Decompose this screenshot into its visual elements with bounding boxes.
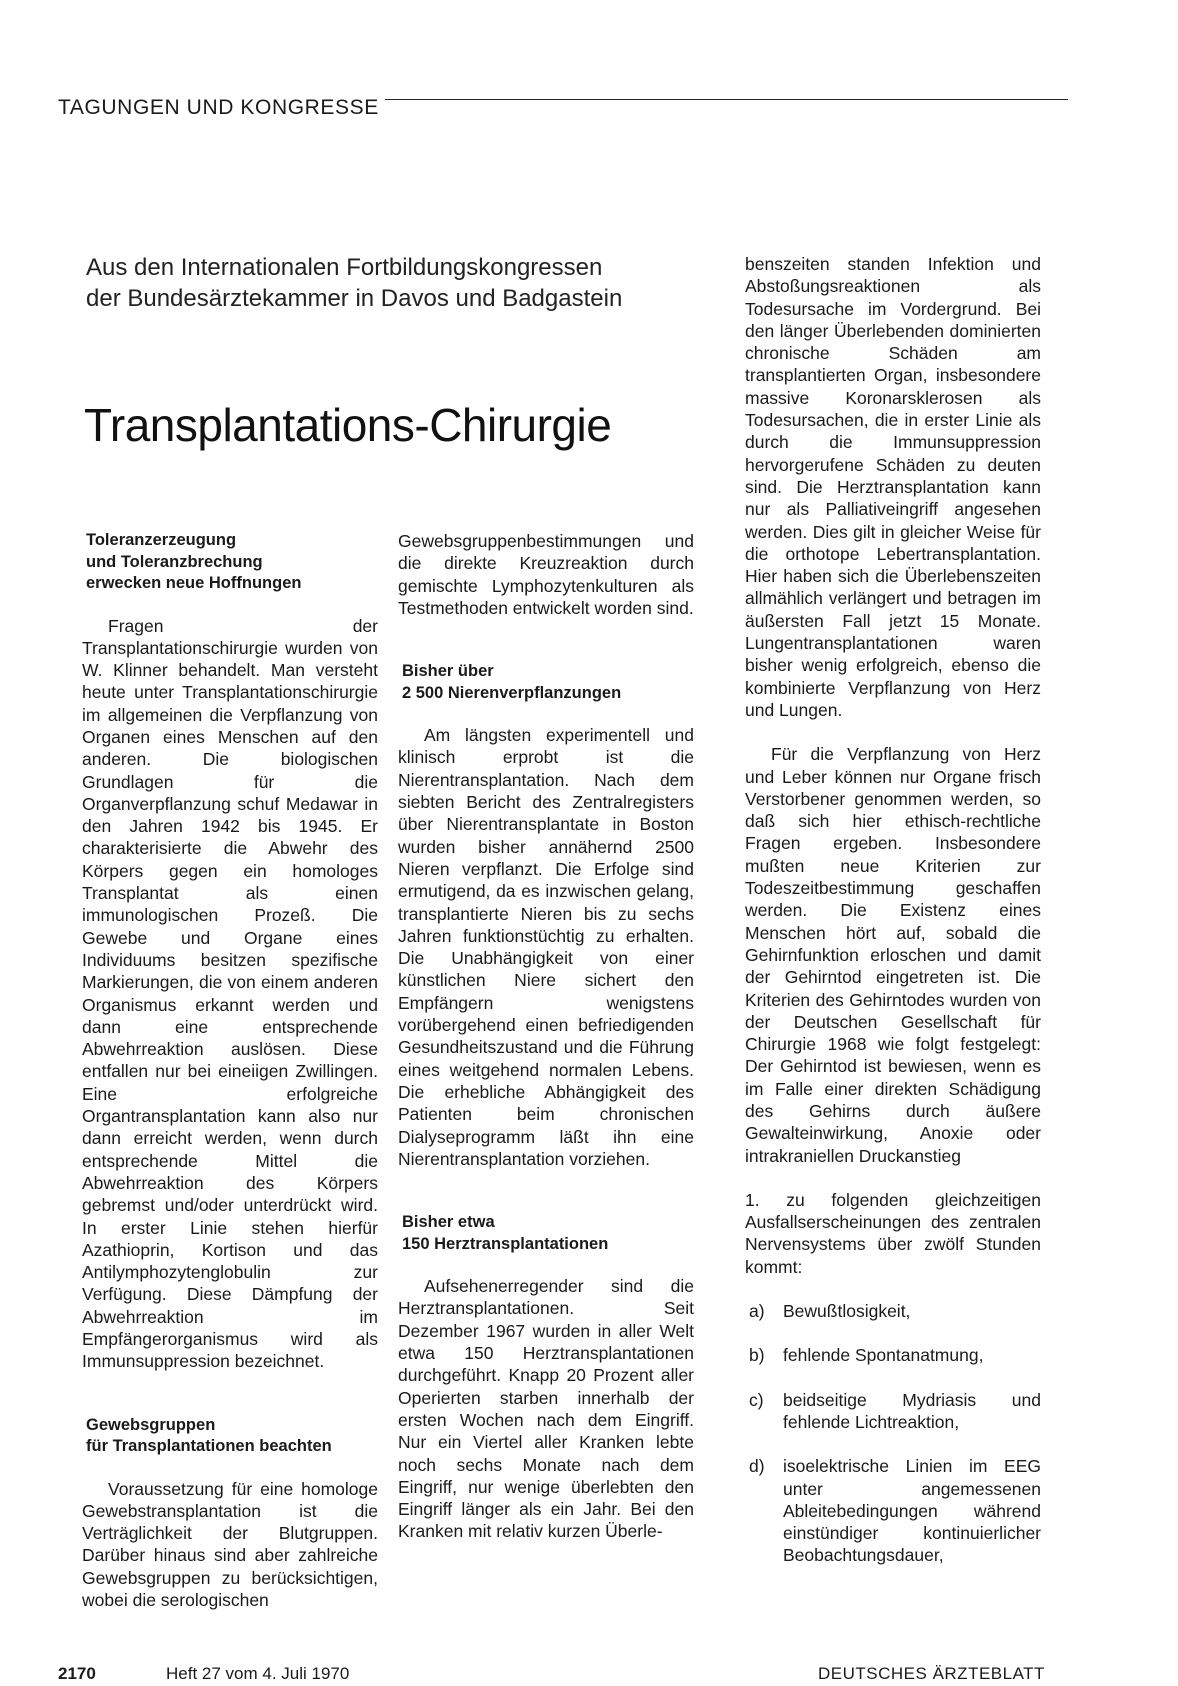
subheading-line: 150 Herztransplantationen xyxy=(402,1234,609,1253)
list-item xyxy=(745,1344,1041,1366)
list-text: Bewußtlosigkeit, xyxy=(783,1301,911,1322)
issue-info: Heft 27 vom 4. Juli 1970 xyxy=(166,1664,350,1683)
kicker-line-2: der Bundesärztekammer in Davos und Badgastein xyxy=(86,285,623,312)
subheading-line: Toleranzerzeugung xyxy=(86,531,237,549)
subheading-line: Gewebsgruppen xyxy=(86,1415,216,1434)
list-marker: d) xyxy=(749,1456,765,1477)
list-intro: 1. zu folgenden gleichzeitigen Ausfallserscheinungen des zentralen Nervensystems über zwölf Stunden kommt: xyxy=(745,1189,1041,1277)
article-title: Transplantations-Chirurgie xyxy=(84,399,612,451)
subheading-line: für Transplantationen beachten xyxy=(86,1437,332,1456)
subheading-line: Bisher etwa xyxy=(402,1213,495,1232)
subheading-line: Bisher über xyxy=(402,662,494,681)
column-3 xyxy=(745,253,1041,1567)
list-text: isoelektrische Linien im EEG unter angemessenen Ableitebedingungen während einstündiger kontinuierlicher Beobachtungsdauer, xyxy=(783,1456,1041,1566)
list-marker: a) xyxy=(749,1301,765,1322)
paragraph: Am längsten experimentell und klinisch erprobt ist die Nierentransplantation. Nach dem siebten Bericht des Zentralregisters über Nierentransplantate in Boston wurden bisher annähernd 2500 Nieren verpflanzt. Die Erfolge sind ermutigend, da es inzwischen gelang, transplantierte Nieren bis zu sechs Jahren funktionstüchtig zu erhalten. Die Unabhängigkeit von einer künstlichen Niere sichert den Empfängern wenigstens vorübergehend einen befriedigenden Gesundheitszustand und die Führung eines weitgehend normalen Lebens. Die erhebliche Abhängigkeit des Patienten beim chronischen Dialyseprogramm läßt ihn eine Nierentransplantation vorziehen. xyxy=(398,725,694,1169)
paragraph: Aufsehenerregender sind die Herztransplantationen. Seit Dezember 1967 wurden in aller Welt etwa 150 Herztransplantationen durchgeführt. Knapp 20 Prozent aller Operierten starben innerhalb der ersten Wochen nach dem Eingriff. Nur ein Viertel aller Kranken lebte noch sechs Monate nach dem Eingriff, nur wenige überlebten den Eingriff länger als ein Jahr. Bei den Kranken mit relativ kurzen Überle- xyxy=(398,1276,694,1542)
section-header xyxy=(58,94,1068,122)
list-marker: c) xyxy=(749,1389,764,1410)
subheading-line: und Toleranzbrechung xyxy=(86,552,263,571)
list-item xyxy=(745,1389,1041,1434)
paragraph: Voraussetzung für eine homologe Gewebstransplantation ist die Verträglichkeit der Blutgruppen. Darüber hinaus sind aber zahlreiche Gewebsgruppen zu berücksichtigen, wobei die serologischen xyxy=(82,1478,378,1611)
page-number: 2170 xyxy=(58,1664,96,1683)
subheading-toleranz xyxy=(82,530,378,595)
paragraph: benszeiten standen Infektion und Abstoßungsreaktionen als Todesursache im Vordergrund. Bei den länger Überlebenden dominierten chronische Schäden am transplantierten Organ, insbesondere massive Koronarsklerosen als Todesursachen, die in erster Linie als durch die Immunsuppression hervorgerufene Schäden zu deuten sind. Die Herztransplantation kann nur als Palliativeingriff angesehen werden. Dies gilt in gleicher Weise für die orthotope Lebertransplantation. Hier haben sich die Überlebenszeiten allmählich verlängert und betragen im äußersten Fall jetzt 15 Monate. Lungentransplantationen waren bisher wenig erfolgreich, ebenso die kombinierte Verpflanzung von Herz und Lungen. xyxy=(745,254,1041,720)
paragraph: Für die Verpflanzung von Herz und Leber können nur Organe frisch Verstorbener genommen werden, so daß sich hier ethisch-rechtliche Fragen ergeben. Insbesondere mußten neue Kriterien zur Todeszeitbestimmung geschaffen werden. Die Existenz eines Menschen hört auf, sobald die Gehirnfunktion erloschen und damit der Gehirntod eingetreten ist. Die Kriterien des Gehirntodes wurden von der Deutschen Gesellschaft für Chirurgie 1968 wie folgt festgelegt: Der Gehirntod ist bewiesen, wenn es im Falle einer direkten Schädigung des Gehirns durch äußere Gewalteinwirkung, Anoxie oder intrakraniellen Druckanstieg xyxy=(745,744,1041,1166)
column-1 xyxy=(82,530,378,1611)
subheading-herz xyxy=(398,1212,694,1255)
list-marker: b) xyxy=(749,1345,765,1366)
kicker-line-1: Aus den Internationalen Fortbildungskongressen xyxy=(86,254,603,281)
paragraph: Gewebsgruppenbestimmungen und die direkte Kreuzreaktion durch gemischte Lymphozytenkulturen als Testmethoden entwickelt worden sind. xyxy=(398,531,694,618)
list-item xyxy=(745,1455,1041,1566)
list-text: beidseitige Mydriasis und fehlende Lichtreaktion, xyxy=(783,1389,1041,1432)
subheading-line: 2 500 Nierenverpflanzungen xyxy=(402,683,622,702)
subheading-line: erwecken neue Hoffnungen xyxy=(86,574,302,592)
column-2 xyxy=(398,530,694,1543)
article-kicker xyxy=(86,252,686,314)
list-text: fehlende Spontanatmung, xyxy=(783,1345,984,1366)
subheading-gewebsgruppen xyxy=(82,1415,378,1458)
journal-name: DEUTSCHES ÄRZTEBLATT xyxy=(818,1664,1045,1683)
list-item xyxy=(745,1300,1041,1322)
paragraph: Fragen der Transplantationschirurgie wurden von W. Klinner behandelt. Man versteht heute unter Transplantationschirurgie im allgemeinen die Verpflanzung von Organen eines Menschen auf den anderen. Die biologischen Grundlagen für die Organverpflanzung schuf Medawar in den Jahren 1942 bis 1945. Er charakterisierte die Abwehr des Körpers gegen ein homologes Transplantat als einen immunologischen Prozeß. Die Gewebe und Organe eines Individuums besitzen spezifische Markierungen, die von einem anderen Organismus erkannt werden und dann eine entsprechende Abwehrreaktion auslösen. Diese entfallen nur bei eineiigen Zwillingen. Eine erfolgreiche Organtransplantation kann also nur dann erreicht werden, wenn durch entsprechende Mittel die Abwehrreaktion des Körpers gebremst und/oder unterdrückt wird. In erster Linie stehen hierfür Azathioprin, Kortison und das Antilymphozytenglobulin zur Verfügung. Diese Dämpfung der Abwehrreaktion im Empfängerorganismus wird als Immunsuppression bezeichnet. xyxy=(82,615,378,1372)
section-title: TAGUNGEN UND KONGRESSE xyxy=(58,94,385,122)
subheading-nieren xyxy=(398,661,694,704)
